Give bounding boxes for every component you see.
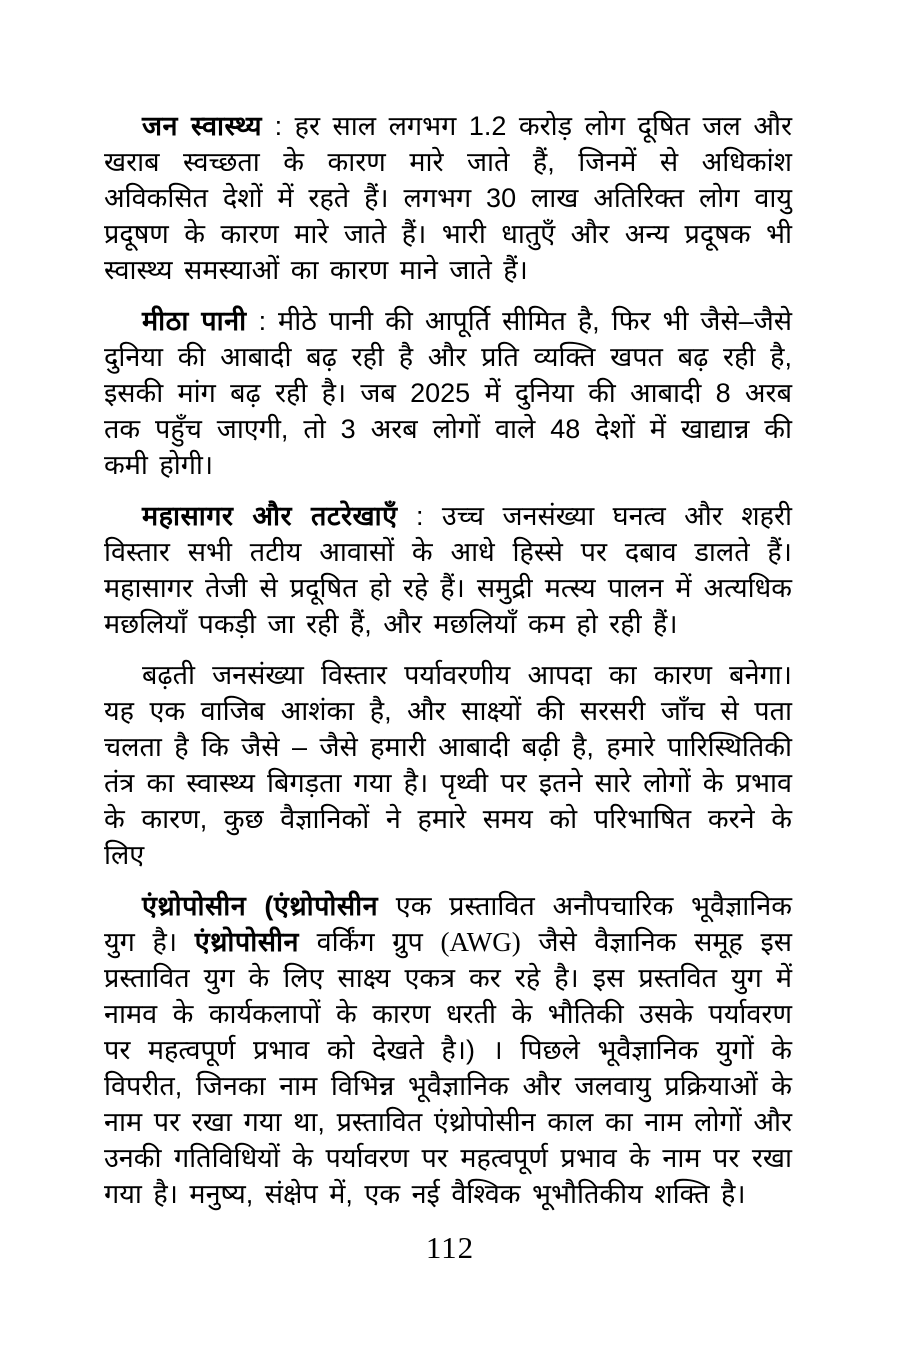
paragraph-public-health-text: : हर साल लगभग 1.2 करोड़ लोग दूषित जल और खराब स्वच्छता के कारण मारे जाते हैं, जिनमें से अधिकांश अविकसित देशों में रहते हैं। लगभग 30 लाख अतिरिक्त लोग वायु प्रदूषण के कारण मारे जाते हैं। भारी धातुएँ और अन्य प्रदूषक भी स्वास्थ्य समस्याओं का कारण माने जाते हैं। [104,111,792,285]
paragraph-fresh-water [104,303,792,483]
paragraph-oceans-coastlines [104,498,792,642]
paragraph-anthropocene [104,888,792,1212]
heading-fresh-water: मीठा पानी [142,306,247,336]
page-number: 112 [425,1230,475,1265]
text-block [104,108,792,1227]
heading-oceans-coastlines: महासागर और तटरेखाएँ [142,501,398,531]
paragraph-anthropocene-text-3: जैसे वैज्ञानिक समूह इस प्रस्तावित युग के लिए साक्ष्य एकत्र कर रहे है। इस प्रस्तवित युग में नामव के कार्यकलापों के कारण धरती के भौतिकी उसके पर्यावरण पर महत्वपूर्ण प्रभाव को देखते है।) । पिछले भूवैज्ञानिक युगों के विपरीत, जिनका नाम विभिन्न भूवैज्ञानिक और जलवायु प्रक्रियाओं के नाम पर रखा गया था, प्रस्तावित एंथ्रोपोसीन काल का नाम लोगों और उनकी गतिविधियों के पर्यावरण पर महत्वपूर्ण प्रभाव के नाम पर रखा गया है। मनुष्य, संक्षेप में, एक नई वैश्विक भूभौतिकीय शक्ति है। [104,927,792,1209]
paragraph-anthropocene-text-1: एक प्रस्तावित अनौपचारिक भूवैज्ञानिक युग है। [104,891,792,957]
paragraph-population-growth [104,657,792,873]
paragraph-population-growth-text: बढ़ती जनसंख्या विस्तार पर्यावरणीय आपदा का कारण बनेगा। यह एक वाजिब आशंका है, और साक्ष्यों की सरसरी जाँच से पता चलता है कि जैसे – जैसे हमारी आबादी बढ़ी है, हमारे पारिस्थितिकी तंत्र का स्वास्थ्य बिगड़ता गया है। पृथ्वी पर इतने सारे लोगों के प्रभाव के कारण, कुछ वैज्ञानिकों ने हमारे समय को परिभाषित करने के लिए [104,660,792,870]
paragraph-anthropocene-text-2: वर्किंग ग्रुप [299,927,441,957]
paragraph-oceans-coastlines-text: : उच्च जनसंख्या घनत्व और शहरी विस्तार सभी तटीय आवासों के आधे हिस्से पर दबाव डालते हैं। महासागर तेजी से प्रदूषित हो रहे हैं। समुद्री मत्स्य पालन में अत्यधिक मछलियाँ पकड़ी जा रही हैं, और मछलियाँ कम हो रही हैं। [104,501,792,639]
heading-anthropocene-lead: एंथ्रोपोसीन (एंथ्रोपोसीन [142,891,379,921]
awg-acronym: (AWG) [440,927,521,957]
heading-anthropocene-second: एंथ्रोपोसीन [194,927,299,957]
paragraph-public-health [104,108,792,288]
paragraph-fresh-water-text: : मीठे पानी की आपूर्ति सीमित है, फिर भी जैसे–जैसे दुनिया की आबादी बढ़ रही है और प्रति व्यक्ति खपत बढ़ रही है, इसकी मांग बढ़ रही है। जब 2025 में दुनिया की आबादी 8 अरब तक पहुँच जाएगी, तो 3 अरब लोगों वाले 48 देशों में खाद्यान्न की कमी होगी। [104,306,793,480]
heading-public-health: जन स्वास्थ्य [142,111,263,141]
